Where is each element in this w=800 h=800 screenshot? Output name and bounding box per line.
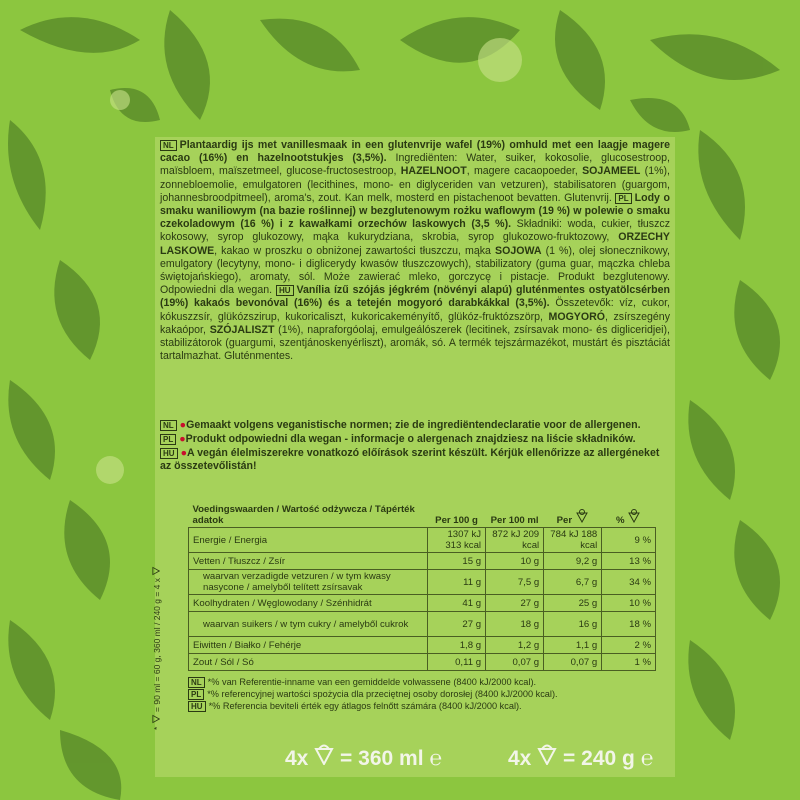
language-code-badge: HU bbox=[188, 701, 206, 712]
nutrient-label: Energie / Energia bbox=[189, 528, 428, 553]
value-per-100g: 1307 kJ 313 kcal bbox=[427, 528, 485, 553]
header-per-100g: Per 100 g bbox=[435, 515, 478, 526]
ingredient-text-bold: SZÓJALISZT bbox=[209, 323, 275, 336]
ingredient-text-bold: Lody o smaku waniliowym (na bazie roślinnej) w bezglutenowym rożku waflowym (19 %) w polewie o smaku czekoladowym (16 %) i z kawałkami orzechów laskowych (3,5 %). bbox=[160, 191, 670, 231]
volume-amount: = 360 ml bbox=[340, 747, 424, 770]
value-per-100ml: 1,2 g bbox=[486, 637, 544, 654]
value-per-100ml: 7,5 g bbox=[486, 570, 544, 595]
bullet-icon: ● bbox=[179, 433, 186, 445]
vegan-statement-text: A vegán élelmiszerekre vonatkozó előírások szerint készült. Kérjük ellenőrizze az allergéneket az összetevőlistán! bbox=[160, 447, 660, 472]
nutrient-label: Eiwitten / Białko / Fehérje bbox=[189, 637, 428, 654]
vegan-statement bbox=[160, 447, 670, 473]
language-code-badge: PL bbox=[160, 434, 176, 445]
reference-note-text: *% van Referentie-inname van een gemiddelde volwassene (8400 kJ/2000 kcal). bbox=[207, 677, 537, 687]
reference-intake-pct: 2 % bbox=[602, 637, 656, 654]
vegan-statement-text: Produkt odpowiedni dla wegan - informacje o alergenach znajdziesz na liście składników. bbox=[185, 433, 636, 445]
nutrition-row bbox=[189, 553, 656, 570]
value-per-cone: 1,1 g bbox=[544, 637, 602, 654]
net-weight-claim bbox=[508, 743, 653, 771]
header-pct-label: % bbox=[616, 515, 625, 526]
nutrition-row bbox=[189, 654, 656, 671]
nutrition-row bbox=[189, 570, 656, 595]
ingredient-text-bold: SOJOWA bbox=[495, 244, 542, 257]
reference-intake-pct: 1 % bbox=[602, 654, 656, 671]
ingredient-text: Összetevők: víz, cukor, kókuszzsír, glükózszirup, kukoricaliszt, kukoricakeményítő, glükóz-fruktózszörp, bbox=[160, 297, 670, 323]
ingredients-block bbox=[160, 139, 670, 363]
value-per-100ml: 18 g bbox=[486, 612, 544, 637]
net-volume-claim bbox=[285, 743, 442, 771]
estimated-sign-icon: ℮ bbox=[640, 747, 654, 770]
ingredient-text-bold: Plantaardig ijs met vanillesmaak in een glutenvrije wafel (19%) omhuld met een laagje magere cacao (16%) en hazelnootstukjes (3,5%). bbox=[160, 139, 670, 165]
value-per-100g: 27 g bbox=[427, 612, 485, 637]
vegan-statement bbox=[160, 419, 670, 432]
value-per-cone: 0,07 g bbox=[544, 654, 602, 671]
ingredient-text: Ingrediënten: Water, suiker, kokosolie, glucosestroop, maïsbloem, maïszetmeel, glucose-fructosestroop, bbox=[160, 152, 671, 178]
reference-intake-pct: 9 % bbox=[602, 528, 656, 553]
language-code-badge: PL bbox=[615, 193, 631, 204]
language-code-badge: HU bbox=[276, 285, 294, 296]
nutrition-row bbox=[189, 612, 656, 637]
language-code-badge: HU bbox=[160, 448, 178, 459]
header-per-cone bbox=[544, 503, 602, 528]
reference-intake-pct: 10 % bbox=[602, 595, 656, 612]
ingredient-text-bold: HAZELNOOT bbox=[400, 165, 467, 178]
nutrient-label: Zout / Sól / Só bbox=[189, 654, 428, 671]
language-code-badge: NL bbox=[160, 140, 177, 151]
value-per-cone: 6,7 g bbox=[544, 570, 602, 595]
ice-cream-cone-icon bbox=[314, 743, 334, 765]
ice-cream-cone-icon bbox=[150, 714, 160, 724]
ice-cream-cone-icon bbox=[150, 566, 160, 576]
ingredient-text-bold: ORZECHY LASKOWE bbox=[160, 231, 670, 257]
nutrition-table bbox=[188, 503, 656, 671]
ingredient-text: (1 %), olej słonecznikowy, emulgatory (lecytyny, mono- i diglicerydy kwasów tłuszczowych), stabilizatory (guma guar, mączka chleba świętojańskiego), aromaty, sól. Może zawierać mleko, gorczycę i pistacje. Produkt bezglutenowy. Odpowiedni dla wegan. bbox=[160, 244, 671, 297]
header-per-cone-label: Per bbox=[556, 515, 573, 526]
nutrient-label: waarvan verzadigde vetzuren / w tym kwasy nasycone / amelyből telített zsírsavak bbox=[189, 570, 428, 595]
ingredient-text: , kakao w proszku o obniżonej zawartości tłuszczu, mąka bbox=[214, 244, 496, 257]
nutrient-label: Vetten / Tłuszcz / Zsír bbox=[189, 553, 428, 570]
reference-note-text: *% referencyjnej wartości spożycia dla przeciętnej osoby dorosłej (8400 kJ/2000 kcal). bbox=[207, 689, 558, 699]
value-per-cone: 25 g bbox=[544, 595, 602, 612]
volume-count: 4x bbox=[285, 747, 309, 770]
weight-count: 4x bbox=[508, 747, 532, 770]
nutrient-label: waarvan suikers / w tym cukry / amelyből cukrok bbox=[189, 612, 428, 637]
value-per-100g: 0,11 g bbox=[427, 654, 485, 671]
reference-note bbox=[188, 676, 656, 688]
weight-amount: = 240 g bbox=[563, 747, 635, 770]
bullet-icon: ● bbox=[180, 447, 187, 459]
ice-cream-cone-icon bbox=[537, 743, 557, 765]
nutrition-row bbox=[189, 595, 656, 612]
reference-note-text: *% Referencia beviteli érték egy átlagos felnőtt számára (8400 kJ/2000 kcal). bbox=[208, 701, 522, 711]
reference-note bbox=[188, 700, 656, 712]
side-note-text: = 90 ml = 60 g, 360 ml / 240 g = 4 x bbox=[152, 577, 162, 712]
nutrition-row bbox=[189, 637, 656, 654]
value-per-100g: 15 g bbox=[427, 553, 485, 570]
nutrition-row bbox=[189, 528, 656, 553]
reference-intake-pct: 13 % bbox=[602, 553, 656, 570]
value-per-100ml: 872 kJ 209 kcal bbox=[486, 528, 544, 553]
nutrition-header-label: Voedingswaarden / Wartość odżywcza / Tápérték adatok bbox=[192, 504, 415, 526]
vegan-statement-text: Gemaakt volgens veganistische normen; zie de ingrediëntendeclaratie voor de allergenen. bbox=[186, 419, 641, 431]
value-per-100ml: 0,07 g bbox=[486, 654, 544, 671]
header-pct bbox=[602, 503, 656, 528]
side-portion-note bbox=[150, 566, 162, 730]
ingredient-text-bold: MOGYORÓ bbox=[548, 310, 606, 323]
reference-intake-pct: 18 % bbox=[602, 612, 656, 637]
ingredient-text-bold: Vanília ízű szójás jégkrém (növényi alapú) gluténmentes ostyatölcsérben (19%) kakaós bevonóval (16%) és a tetején mogyoró darabkákkal (3,5%). bbox=[160, 284, 670, 310]
ice-cream-cone-icon bbox=[575, 509, 589, 523]
estimated-sign-icon: ℮ bbox=[429, 747, 442, 770]
language-code-badge: NL bbox=[188, 677, 205, 688]
ingredient-text: (1%), napraforgóolaj, emulgeálószerek (lecitinek, zsírsavak mono- és digliceridjei), stabilizátorok (guargumi, szentjánoskenyérliszt), aromák, só. A termék tejszármazékot, mustárt és pisztáciát tartalmazhat. Gluténmentes. bbox=[160, 323, 670, 363]
value-per-100g: 1,8 g bbox=[427, 637, 485, 654]
reference-notes bbox=[188, 676, 656, 712]
nutrient-label: Koolhydraten / Węglowodany / Szénhidrát bbox=[189, 595, 428, 612]
value-per-100ml: 27 g bbox=[486, 595, 544, 612]
header-per-100ml: Per 100 ml bbox=[490, 515, 539, 526]
value-per-cone: 16 g bbox=[544, 612, 602, 637]
value-per-100ml: 10 g bbox=[486, 553, 544, 570]
vegan-statement bbox=[160, 433, 670, 446]
language-code-badge: PL bbox=[188, 689, 204, 700]
ice-cream-cone-icon bbox=[627, 509, 641, 523]
value-per-cone: 784 kJ 188 kcal bbox=[544, 528, 602, 553]
ingredient-text: , zsírszegény kakaópor, bbox=[160, 310, 670, 336]
value-per-100g: 11 g bbox=[427, 570, 485, 595]
ingredient-text: , magere cacaopoeder, bbox=[466, 165, 583, 178]
side-note-prefix: * bbox=[152, 726, 162, 730]
reference-note bbox=[188, 688, 656, 700]
ingredient-text: Składniki: woda, cukier, tłuszcz kokosowy, syrop glukozowy, mąka kukurydziana, skrobia, syrop glukozowo-fruktozowy, bbox=[160, 218, 670, 244]
value-per-100g: 41 g bbox=[427, 595, 485, 612]
bullet-icon: ● bbox=[179, 419, 187, 431]
value-per-cone: 9,2 g bbox=[544, 553, 602, 570]
reference-intake-pct: 34 % bbox=[602, 570, 656, 595]
language-code-badge: NL bbox=[160, 420, 177, 431]
ingredient-text-bold: SOJAMEEL bbox=[582, 165, 641, 178]
ingredient-text: (1%), zonnebloemolie, emulgatoren (lecithines, mono- en diglyceriden van vetzuren), stabilisatoren (guargom, johannesbroodpitmeel), aroma's, zout. Kan melk, mosterd en pistachenoot bevatten. Glutenvrij. bbox=[160, 165, 670, 204]
